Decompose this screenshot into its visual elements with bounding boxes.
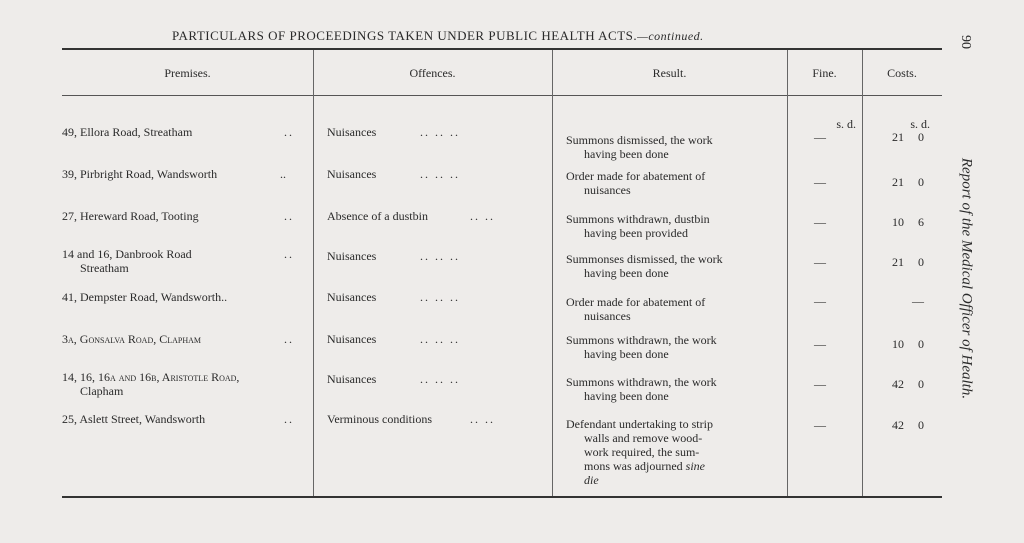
costs-shillings: 10 (892, 215, 904, 229)
page-number: 90 (958, 35, 973, 49)
result-cell: Defendant undertaking to strip walls and remove wood- work required, the sum- mons was adjourned sine die (566, 417, 713, 487)
header-offences: Offences. (409, 66, 456, 80)
offence-cell: Nuisances .. .. .. (327, 372, 460, 386)
costs-pence: 0 (918, 418, 924, 432)
fine-value: — (814, 337, 826, 351)
table-header-rule (62, 95, 942, 96)
offence-cell: Nuisances .. .. .. (327, 249, 460, 263)
costs-shillings: 21 (892, 130, 904, 144)
leaders: .. (280, 167, 286, 181)
column-divider (552, 50, 553, 496)
table-row: 25, Aslett Street, Wandsworth .. (62, 412, 294, 426)
table-bottom-rule (62, 496, 942, 498)
column-divider (313, 50, 314, 496)
fine-value: — (814, 294, 826, 308)
costs-pence: 0 (918, 337, 924, 351)
offence-cell: Nuisances .. .. .. (327, 125, 460, 139)
fine-value: — (814, 377, 826, 391)
costs-shillings: — (912, 294, 924, 308)
costs-shillings: 10 (892, 337, 904, 351)
costs-units: s. d. (910, 117, 930, 131)
costs-shillings: 42 (892, 377, 904, 391)
column-divider (787, 50, 788, 496)
fine-value: — (814, 130, 826, 144)
costs-pence: 0 (918, 255, 924, 269)
costs-shillings: 21 (892, 175, 904, 189)
header-premises: Premises. (164, 66, 211, 80)
costs-pence: 6 (918, 215, 924, 229)
result-cell: Summons withdrawn, the work having been done (566, 333, 717, 361)
costs-shillings: 21 (892, 255, 904, 269)
offence-cell: Nuisances .. .. .. (327, 290, 460, 304)
table-row: 14, 16, 16a and 16b, Aristotle Road, Clapham (62, 370, 240, 398)
table-row: 41, Dempster Road, Wandsworth.. (62, 290, 228, 304)
result-cell: Summons dismissed, the work having been done (566, 133, 713, 161)
page-title: PARTICULARS OF PROCEEDINGS TAKEN UNDER PUBLIC HEALTH ACTS.—continued. (172, 28, 704, 43)
costs-pence: 0 (918, 377, 924, 391)
fine-value: — (814, 255, 826, 269)
result-cell: Summons withdrawn, dustbin having been provided (566, 212, 710, 240)
costs-pence: 0 (918, 130, 924, 144)
table-row: 39, Pirbright Road, Wandsworth (62, 167, 218, 181)
table-row: 49, Ellora Road, Streatham .. (62, 125, 294, 139)
fine-value: — (814, 175, 826, 189)
header-costs: Costs. (887, 66, 917, 80)
result-cell: Order made for abatement of nuisances (566, 169, 706, 197)
offence-cell: Verminous conditions .. .. (327, 412, 495, 426)
table-row: 27, Hereward Road, Tooting .. (62, 209, 294, 223)
header-result: Result. (652, 66, 687, 80)
table-top-rule (62, 48, 942, 50)
table-row: 14 and 16, Danbrook Road .. Streatham (62, 247, 294, 275)
offence-cell: Absence of a dustbin .. .. (327, 209, 495, 223)
result-cell: Summons withdrawn, the work having been done (566, 375, 717, 403)
result-cell: Order made for abatement of nuisances (566, 295, 706, 323)
offence-cell: Nuisances .. .. .. (327, 332, 460, 346)
result-cell: Summonses dismissed, the work having been done (566, 252, 723, 280)
side-note: Report of the Medical Officer of Health. (958, 157, 975, 400)
header-fine: Fine. (812, 66, 837, 80)
costs-shillings: 42 (892, 418, 904, 432)
costs-pence: 0 (918, 175, 924, 189)
fine-value: — (814, 418, 826, 432)
fine-value: — (814, 215, 826, 229)
column-divider (862, 50, 863, 496)
offence-cell: Nuisances .. .. .. (327, 167, 460, 181)
table-row: 3a, Gonsalva Road, Clapham .. (62, 332, 294, 346)
fine-units: s. d. (836, 117, 856, 131)
